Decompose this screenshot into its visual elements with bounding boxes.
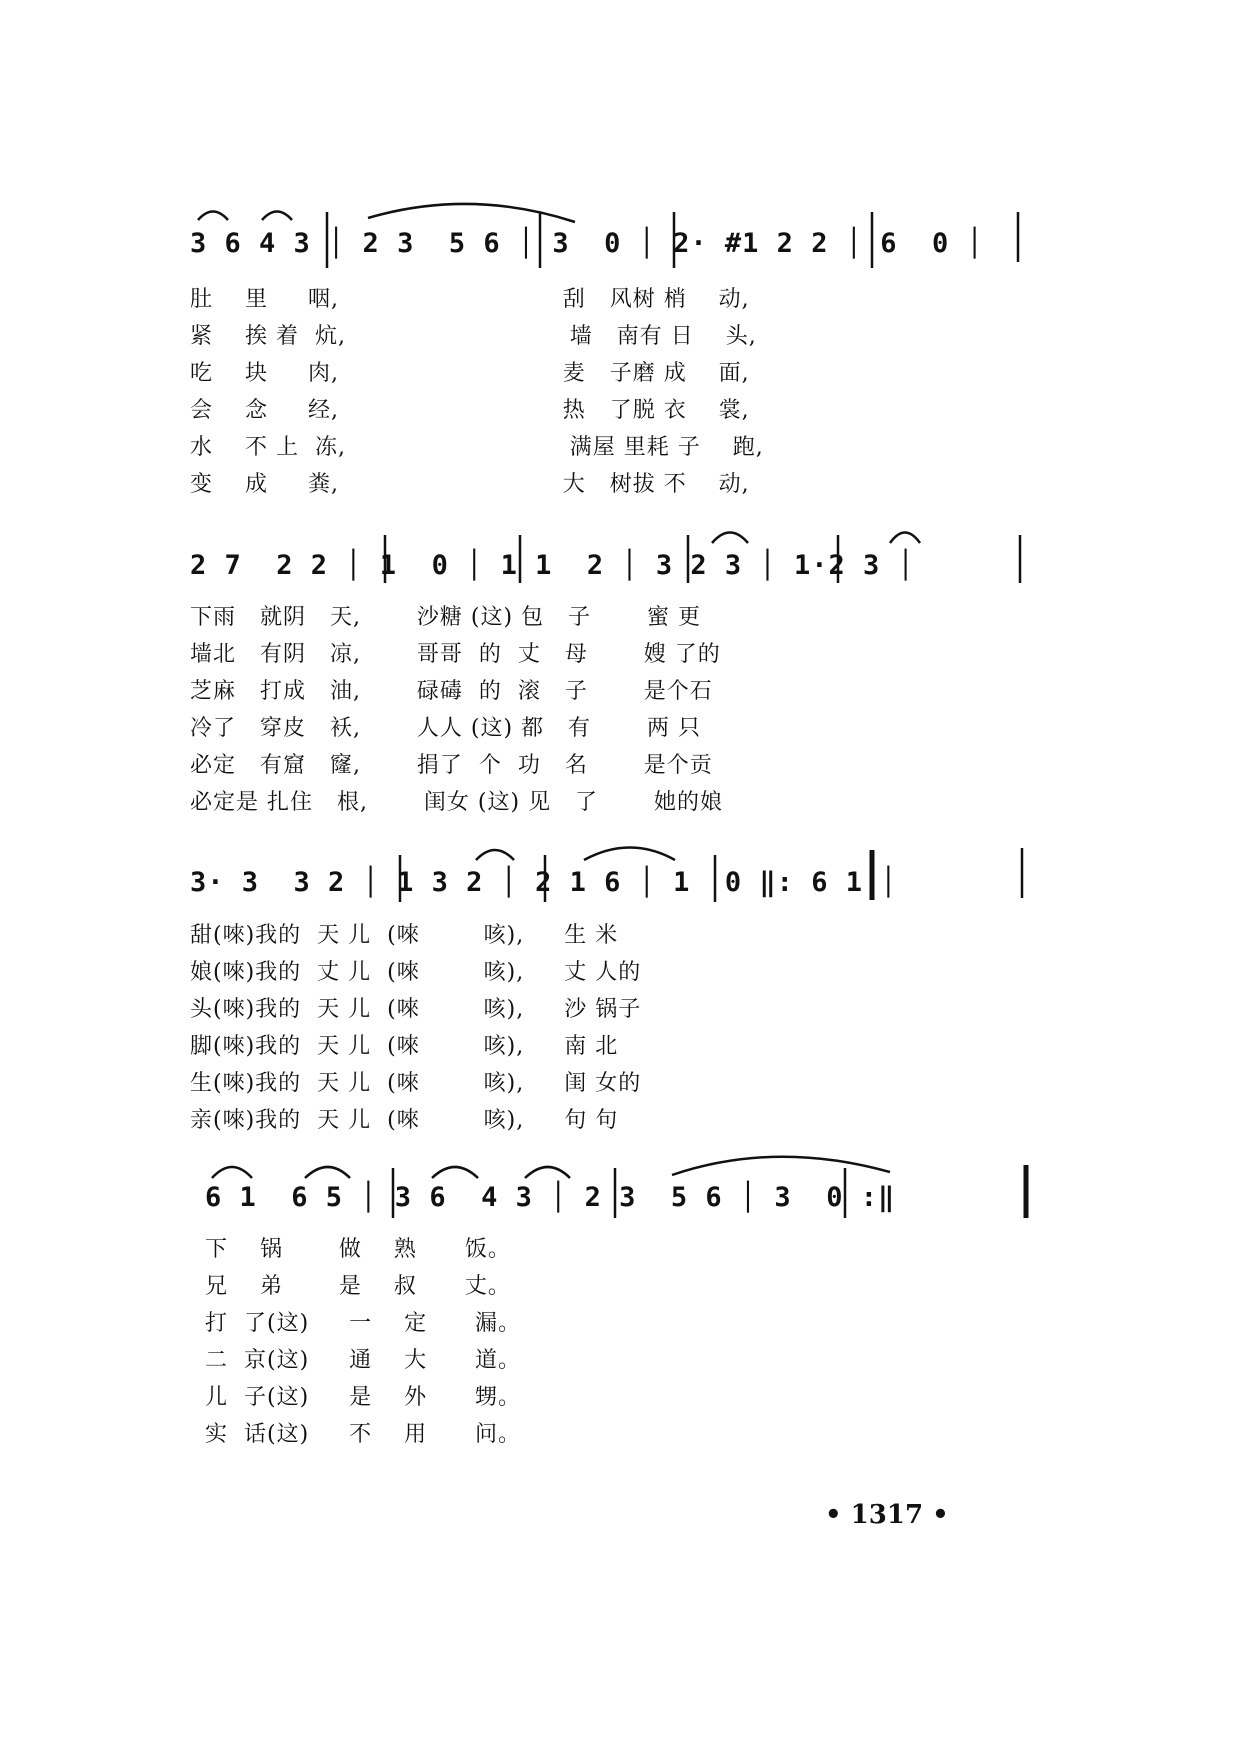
lyric-2-1: 下雨 就阴 天, 沙糖 (这) 包 子 蜜 更 [190,605,701,630]
lyric-3-6: 亲(唻)我的 天 儿 (唻 咳), 句 句 [190,1108,619,1133]
lyric-3-5: 生(唻)我的 天 儿 (唻 咳), 闺 女的 [190,1071,642,1096]
lyric-2-5: 必定 有窟 窿, 捐了 个 功 名 是个贡 [190,753,713,778]
lyric-3-4: 脚(唻)我的 天 儿 (唻 咳), 南 北 [190,1034,619,1059]
lyric-1-3: 吃 块 肉, 麦 子磨 成 面, [190,361,750,386]
lyric-1-4: 会 念 经, 热 了脱 衣 裳, [190,398,750,423]
lyric-3-1: 甜(唻)我的 天 儿 (唻 咳), 生 米 [190,923,619,948]
lyric-2-3: 芝麻 打成 油, 碌碡 的 滚 子 是个石 [190,679,713,704]
lyric-1-1: 肚 里 咽, 刮 风树 梢 动, [190,287,750,312]
lyric-4-5: 儿 子(这) 是 外 甥。 [205,1385,522,1410]
lyric-4-1: 下 锅 做 熟 饭。 [205,1237,511,1262]
notation-line-4: 6 1 6 5 │ 3 6 4 3 │ 2 3 5 6 │ 3 0 :‖ [205,1182,896,1213]
lyric-1-6: 变 成 粪, 大 树拔 不 动, [190,472,750,497]
lyric-2-4: 冷了 穿皮 袄, 人人 (这) 都 有 两 只 [190,716,701,741]
lyric-3-3: 头(唻)我的 天 儿 (唻 咳), 沙 锅子 [190,997,642,1022]
lyric-4-2: 兄 弟 是 叔 丈。 [205,1274,511,1299]
lyric-2-2: 墙北 有阴 凉, 哥哥 的 丈 母 嫂 了的 [190,642,721,667]
lyric-2-6: 必定是 扎住 根, 闺女 (这) 见 了 她的娘 [190,790,724,815]
lyric-4-4: 二 京(这) 通 大 道。 [205,1348,522,1373]
lyric-4-3: 打 了(这) 一 定 漏。 [205,1311,522,1336]
lyric-1-2: 紧 挨 着 炕, 墙 南有 日 头, [190,324,757,349]
lyric-3-2: 娘(唻)我的 丈 儿 (唻 咳), 丈 人的 [190,960,642,985]
notation-line-1: 3 6 4 3 │ 2 3 5 6 │ 3 0 │ 2· #1 2 2 │ 6 0 │ [190,228,984,259]
lyric-4-6: 实 话(这) 不 用 问。 [205,1422,522,1447]
lyric-1-5: 水 不 上 冻, 满屋 里耗 子 跑, [190,435,764,460]
page-number: • 1317 • [825,1500,949,1530]
notation-line-2: 2 7 2 2 │ 1 0 │ 1 1 2 │ 3 2 3 │ 1·2 3 │ [190,550,915,581]
notation-line-3: 3· 3 3 2 │ 1 3 2 │ 2 1 6 │ 1 0 ‖: 6 1 │ [190,867,898,898]
